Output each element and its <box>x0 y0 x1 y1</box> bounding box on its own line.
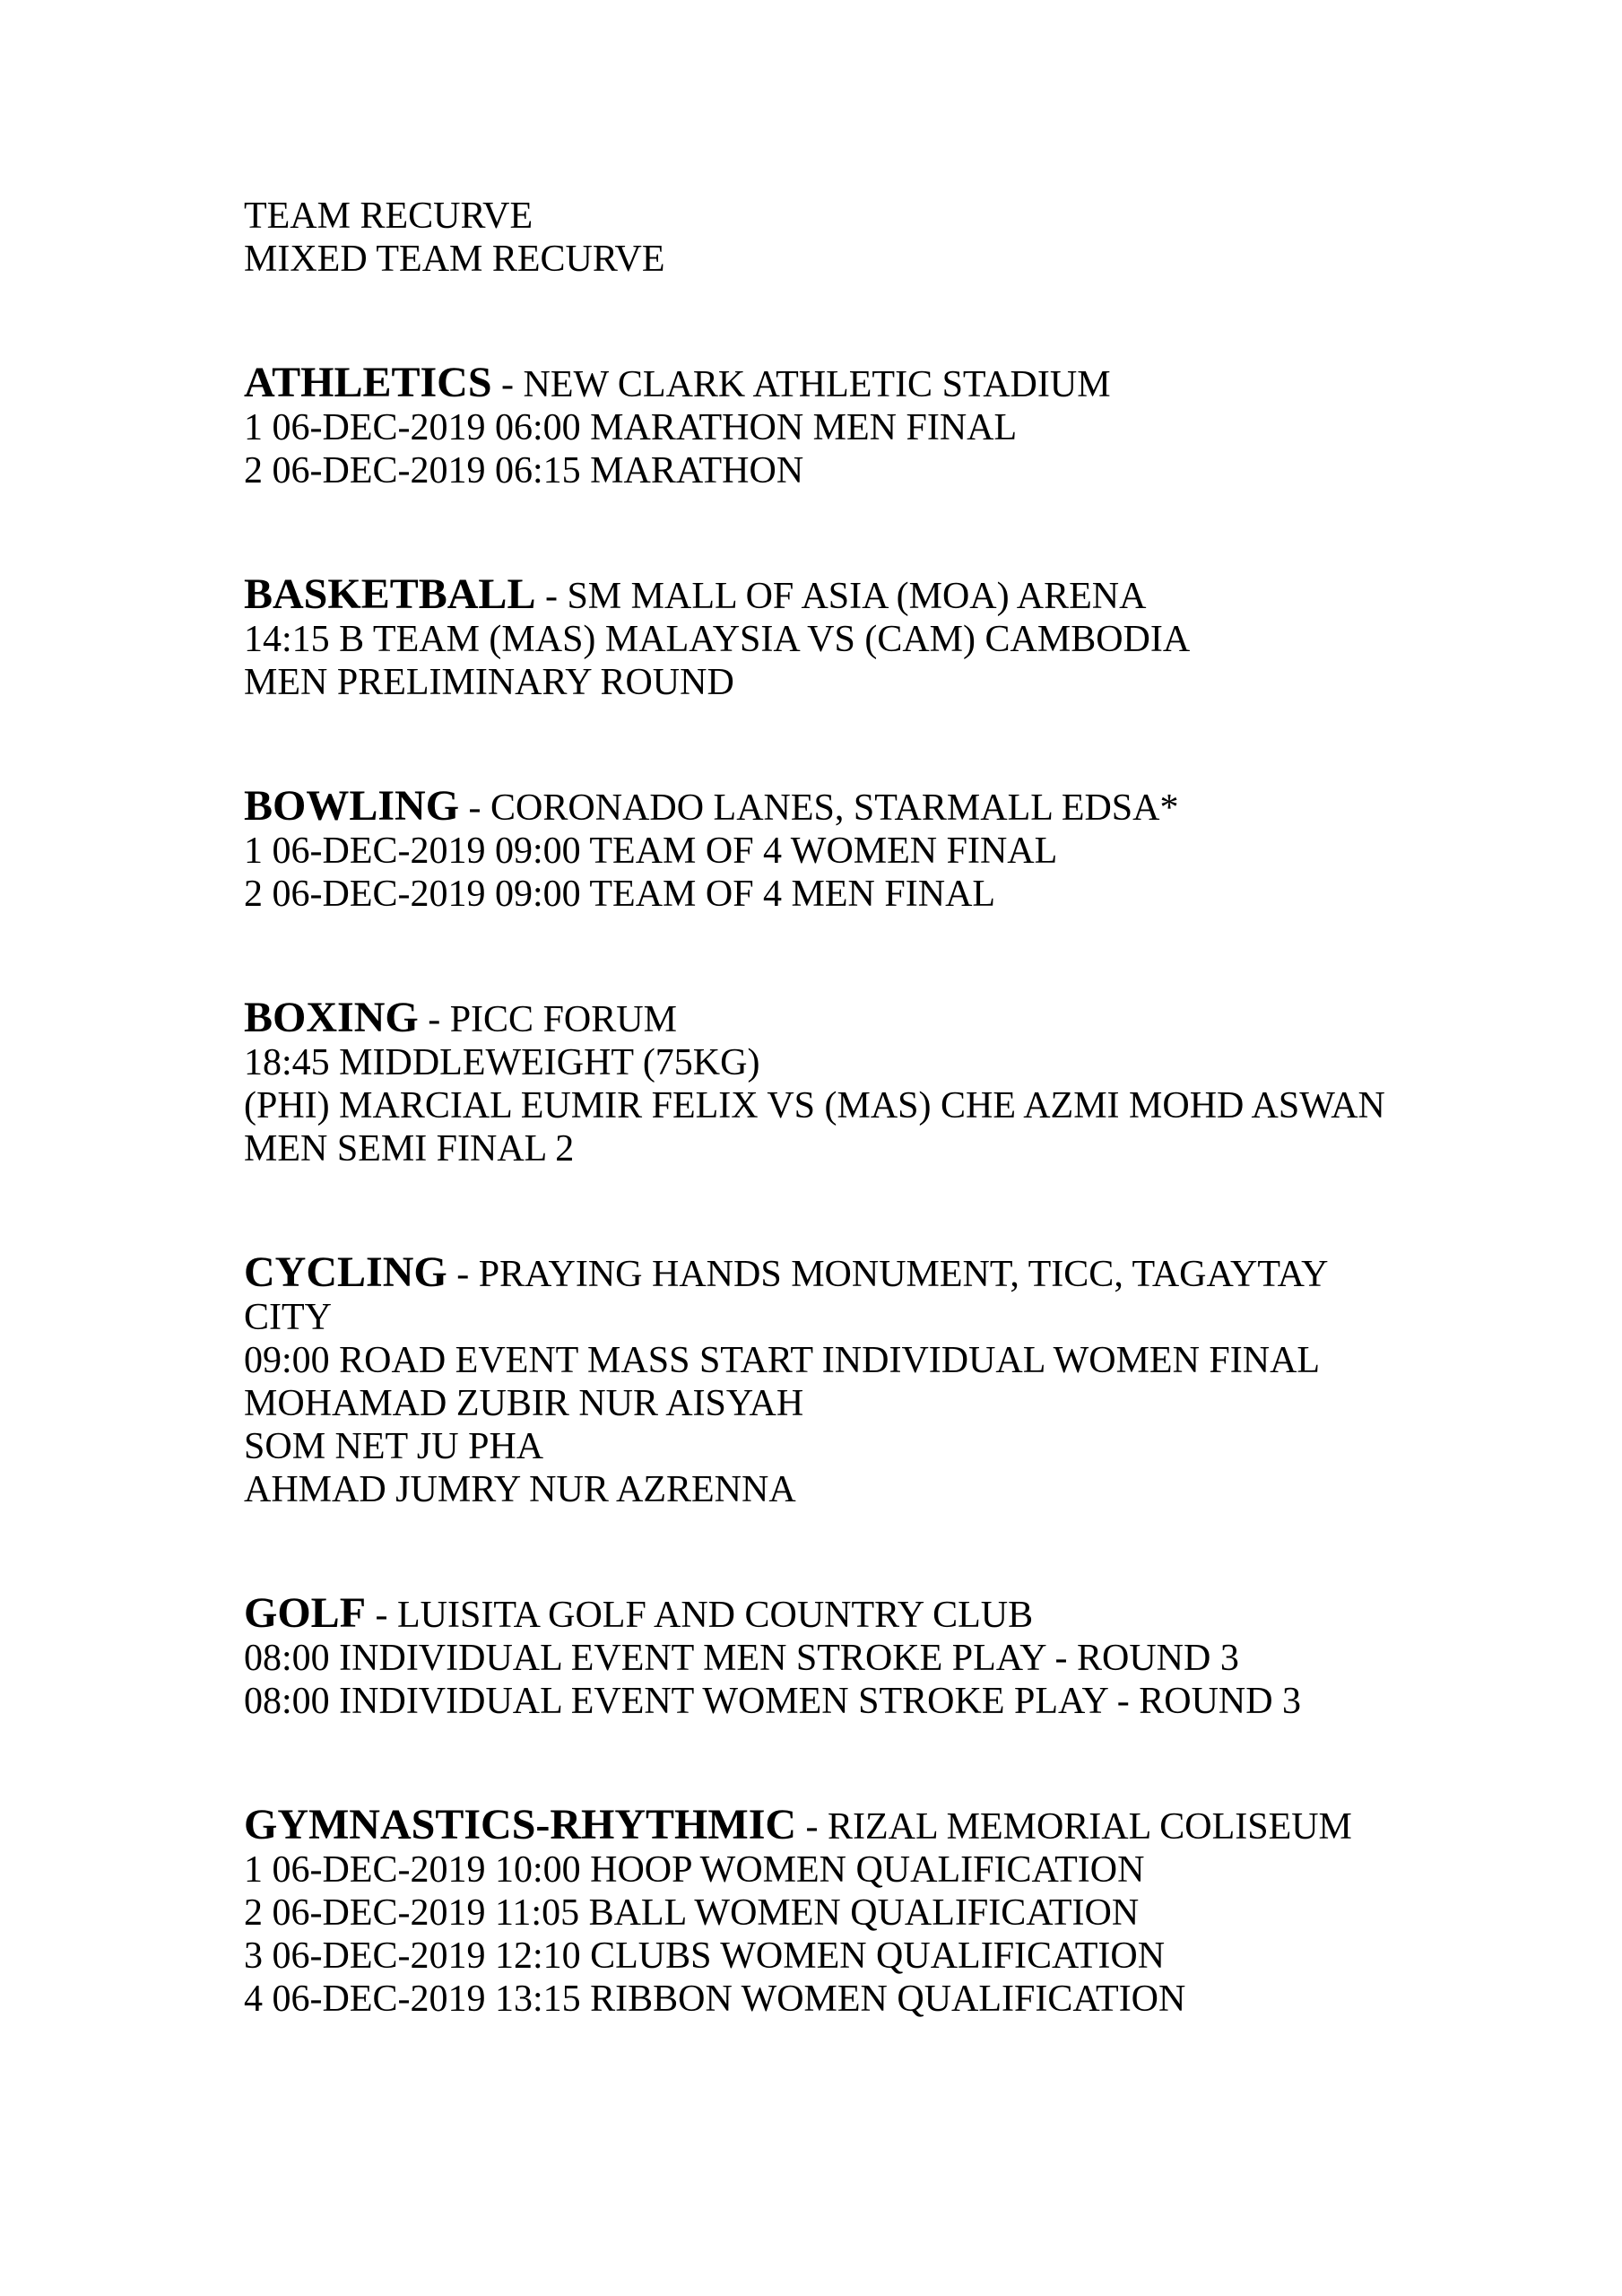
event-line: 08:00 INDIVIDUAL EVENT WOMEN STROKE PLAY - ROUND 3 <box>244 1681 1302 1722</box>
venue-name: LUISITA GOLF AND COUNTRY CLUB <box>397 1595 1034 1636</box>
heading-separator: - <box>459 787 491 829</box>
intro-line: MIXED TEAM RECURVE <box>244 239 665 280</box>
venue-name: SM MALL OF ASIA (MOA) ARENA <box>567 576 1147 617</box>
section-heading <box>244 361 1499 406</box>
event-line: 08:00 INDIVIDUAL EVENT MEN STROKE PLAY - ROUND 3 <box>244 1638 1239 1679</box>
event-line: 1 06-DEC-2019 10:00 HOOP WOMEN QUALIFICATION <box>244 1849 1145 1891</box>
sport-section <box>244 1248 1499 1511</box>
event-line: MEN PRELIMINARY ROUND <box>244 662 734 703</box>
sport-section <box>244 361 1499 492</box>
event-line: 2 06-DEC-2019 06:15 MARATHON <box>244 450 804 491</box>
sport-section <box>244 1801 1499 2021</box>
intro-block <box>244 195 1499 281</box>
sport-name: ATHLETICS <box>244 359 492 406</box>
heading-separator: - <box>796 1806 828 1848</box>
section-heading <box>244 1589 1499 1637</box>
event-line: (PHI) MARCIAL EUMIR FELIX VS (MAS) CHE AZMI MOHD ASWAN <box>244 1085 1385 1126</box>
heading-separator: - <box>491 364 524 405</box>
event-line: 2 06-DEC-2019 11:05 BALL WOMEN QUALIFICATION <box>244 1892 1140 1934</box>
section-heading <box>244 570 1499 618</box>
sport-section <box>244 570 1499 704</box>
sport-section <box>244 782 1499 916</box>
event-line: 18:45 MIDDLEWEIGHT (75KG) <box>244 1042 760 1083</box>
heading-separator: - <box>366 1595 398 1636</box>
sport-name: GOLF <box>244 1589 367 1637</box>
sport-name: CYCLING <box>244 1248 447 1296</box>
section-heading <box>244 996 1499 1041</box>
event-line: 14:15 B TEAM (MAS) MALAYSIA VS (CAM) CAMBODIA <box>244 619 1191 660</box>
venue-name: RIZAL MEMORIAL COLISEUM <box>828 1806 1352 1848</box>
event-line: SOM NET JU PHA <box>244 1426 544 1467</box>
sport-name: BOXING <box>244 994 419 1041</box>
section-heading <box>244 782 1499 830</box>
event-line: 3 06-DEC-2019 12:10 CLUBS WOMEN QUALIFICATION <box>244 1935 1166 1977</box>
event-line: 1 06-DEC-2019 06:00 MARATHON MEN FINAL <box>244 407 1018 448</box>
section-heading <box>244 1801 1499 1848</box>
sport-name: BOWLING <box>244 782 460 830</box>
event-line: 09:00 ROAD EVENT MASS START INDIVIDUAL WOMEN FINAL <box>244 1340 1321 1381</box>
venue-name: PICC FORUM <box>449 999 677 1040</box>
venue-name: NEW CLARK ATHLETIC STADIUM <box>523 364 1111 405</box>
venue-name: PRAYING HANDS MONUMENT, TICC, TAGAYTAY <box>478 1254 1329 1295</box>
event-line: MEN SEMI FINAL 2 <box>244 1128 575 1170</box>
section-heading <box>244 1248 1499 1296</box>
sections-container <box>244 361 1499 2021</box>
event-line: AHMAD JUMRY NUR AZRENNA <box>244 1469 796 1510</box>
event-line: 4 06-DEC-2019 13:15 RIBBON WOMEN QUALIFICATION <box>244 1979 1186 2020</box>
sport-name: GYMNASTICS-RHYTHMIC <box>244 1801 797 1848</box>
intro-line: TEAM RECURVE <box>244 196 533 237</box>
venue-name: CORONADO LANES, STARMALL EDSA* <box>490 787 1179 829</box>
schedule-content <box>244 195 1499 2021</box>
sport-section <box>244 996 1499 1170</box>
event-line: 2 06-DEC-2019 09:00 TEAM OF 4 MEN FINAL <box>244 874 996 915</box>
sport-section <box>244 1589 1499 1723</box>
heading-separator: - <box>535 576 568 617</box>
heading-separator: - <box>447 1254 479 1295</box>
event-line: 1 06-DEC-2019 09:00 TEAM OF 4 WOMEN FINAL <box>244 831 1058 872</box>
event-line: MOHAMAD ZUBIR NUR AISYAH <box>244 1383 804 1424</box>
heading-separator: - <box>418 999 450 1040</box>
sport-name: BASKETBALL <box>244 570 536 618</box>
venue-continuation-line: CITY <box>244 1297 332 1338</box>
